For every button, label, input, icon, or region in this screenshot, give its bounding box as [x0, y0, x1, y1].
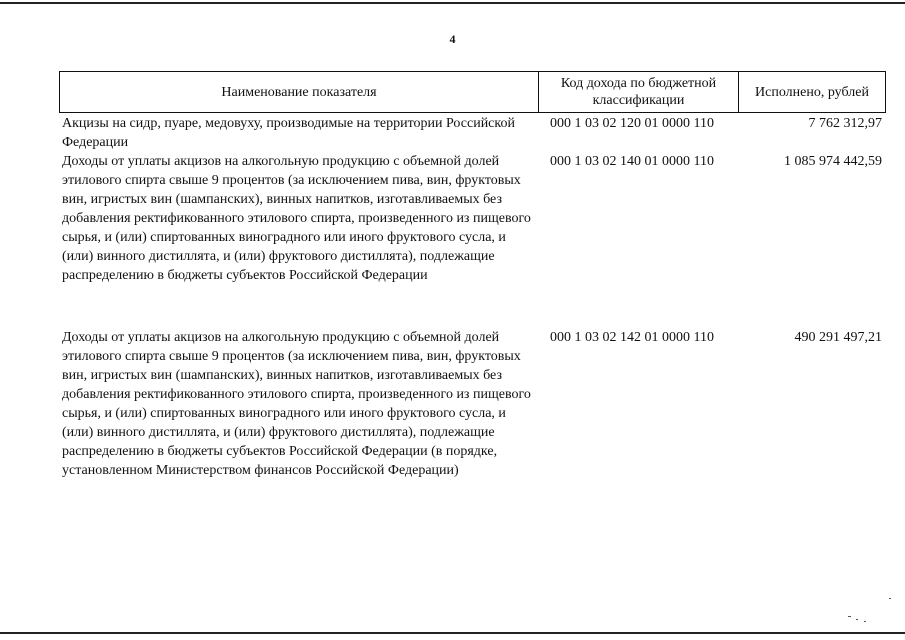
header-indicator-name: Наименование показателя: [60, 72, 539, 112]
row-budget-code: 000 1 03 02 120 01 0000 110: [550, 116, 714, 131]
row-indicator-name: Акцизы на сидр, пуаре, медовуху, производимые на территории Российской Федерации: [62, 116, 515, 150]
scan-speck: [864, 621, 866, 622]
bottom-border-line: [0, 632, 905, 634]
row-indicator-name: Доходы от уплаты акцизов на алкогольную продукцию с объемной долей этилового спирта свыше 9 процентов (за исключением пива, вин, фруктовых вин, игристых вин (шампанских), винных напитков, изготавливаемых без добавления ректификованного этилового спирта, произведенного из пищевого сырья, и (или) спиртованных виноградного или иного фруктового сусла, и (или) винного дистиллята, и (или) фруктового дистиллята), подлежащие распределению в бюджеты субъектов Российской Федерации (в порядке, установленном Министерством финансов Российской Федерации): [62, 330, 531, 478]
scan-speck: [889, 598, 891, 599]
header-budget-code: Код дохода по бюджетной классификации: [539, 72, 739, 112]
header-executed-amount: Исполнено, рублей: [755, 84, 869, 100]
row-executed-amount: 7 762 312,97: [808, 116, 882, 131]
top-border-line: [0, 2, 905, 4]
scan-speck: [848, 616, 851, 617]
row-budget-code: 000 1 03 02 140 01 0000 110: [550, 154, 714, 169]
scan-speck: [856, 619, 858, 620]
page-number: 4: [449, 32, 456, 46]
row-budget-code: 000 1 03 02 142 01 0000 110: [550, 330, 714, 345]
row-indicator-name: Доходы от уплаты акцизов на алкогольную продукцию с объемной долей этилового спирта свыше 9 процентов (за исключением пива, вин, фруктовых вин, игристых вин (шампанских), винных напитков, изготавливаемых без добавления ректификованного этилового спирта, произведенного из пищевого сырья, и (или) спиртованных виноградного или иного фруктового сусла, и (или) винного дистиллята, и (или) фруктового дистиллята), подлежащие распределению в бюджеты субъектов Российской Федерации: [62, 154, 531, 283]
table-header: [59, 71, 886, 113]
row-executed-amount: 490 291 497,21: [794, 330, 882, 345]
row-executed-amount: 1 085 974 442,59: [784, 154, 882, 169]
